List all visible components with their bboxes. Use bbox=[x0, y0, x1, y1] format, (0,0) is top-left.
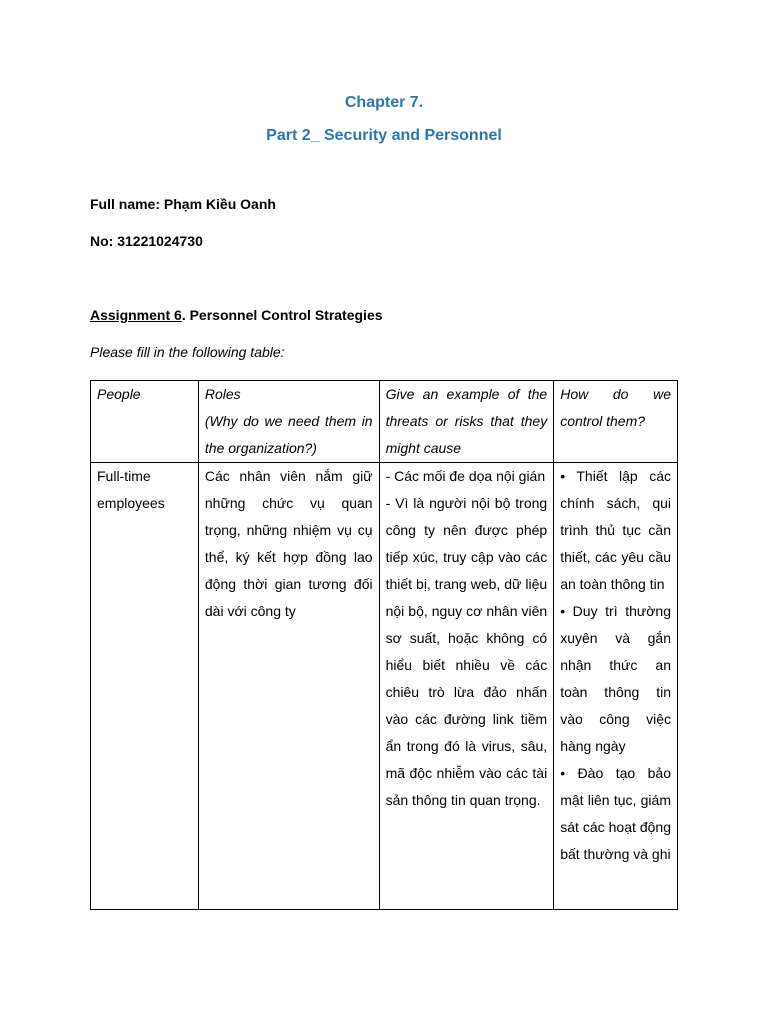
cell-controls bbox=[554, 463, 678, 910]
student-number: No: 31221024730 bbox=[90, 233, 203, 249]
header-roles: Roles (Why do we need them in the organization?) bbox=[198, 381, 379, 463]
chapter-subtitle: Part 2_ Security and Personnel bbox=[266, 127, 502, 144]
cell-roles bbox=[198, 463, 379, 910]
assignment-label: Assignment 6 bbox=[90, 307, 182, 323]
cell-controls-text: • Thiết lập các chính sách, qui trình thủ tục cần thiết, các yêu cầu an toàn thông tin • Duy trì thường xuyên và gắn nhận thức an toàn thông tin vào công việc hàng ngày • Đào tạo bảo mật liên tục, giám sát các hoạt động bất thường và ghi bbox=[560, 468, 671, 862]
assignment-title: . Personnel Control Strategies bbox=[181, 307, 383, 323]
assignment-heading bbox=[90, 307, 383, 323]
cell-people-text: Full-time employees bbox=[97, 468, 165, 511]
table-header-row bbox=[91, 381, 678, 463]
header-threats: Give an example of the threats or risks that they might cause bbox=[379, 381, 554, 463]
cell-people bbox=[91, 463, 199, 910]
header-controls: How do we control them? bbox=[554, 381, 678, 463]
table-row bbox=[91, 463, 678, 910]
header-people: People bbox=[91, 381, 199, 463]
chapter-title: Chapter 7. bbox=[344, 94, 424, 111]
control-strategies-table bbox=[90, 380, 678, 910]
instruction-text: Please fill in the following table: bbox=[90, 344, 285, 360]
cell-threats-text: - Các mối đe dọa nội gián - Vì là người nội bộ trong công ty nên được phép tiếp xúc, truy cập vào các thiết bị, trang web, dữ liệu nội bộ, nguy cơ nhân viên sơ suất, hoặc không có hiểu biết nhiều về các chiêu trò lừa đảo nhấn vào các đường link tiềm ẩn trong đó là virus, sâu, mã độc nhiễm vào các tài sản thông tin quan trọng. bbox=[385, 468, 548, 808]
full-name: Full name: Phạm Kiều Oanh bbox=[90, 196, 276, 212]
cell-threats bbox=[379, 463, 554, 910]
cell-roles-text: Các nhân viên nắm giữ những chức vụ quan trọng, những nhiệm vụ cụ thể, ký kết hợp đồng lao động thời gian tương đối dài với công ty bbox=[204, 468, 373, 619]
